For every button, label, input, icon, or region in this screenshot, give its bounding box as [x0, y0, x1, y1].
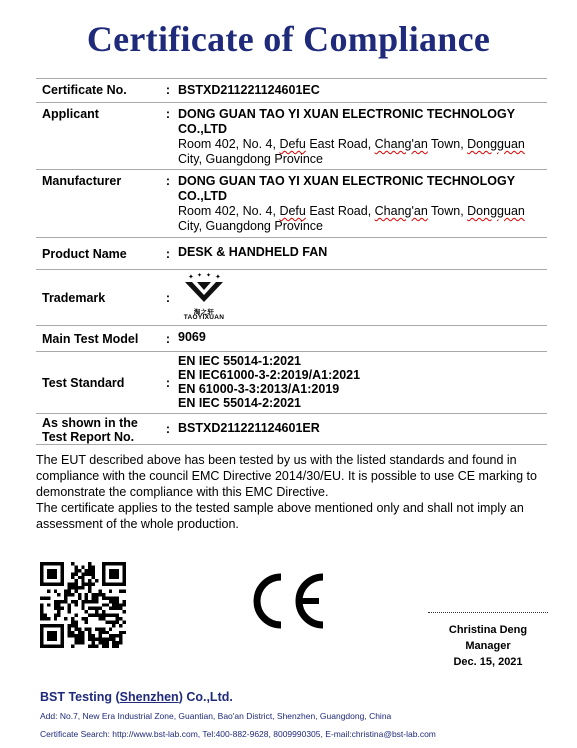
trademark-logo-icon [182, 272, 226, 306]
value-product-name: DESK & HANDHELD FAN [178, 245, 328, 259]
svg-text:✦: ✦ [197, 272, 203, 279]
qr-code-icon [40, 562, 126, 648]
svg-text:✦: ✦ [188, 273, 194, 281]
label-manufacturer: Manufacturer [36, 170, 162, 238]
statement-paragraph-1: The EUT described above has been tested by us with the listed standards and found in compliance with the council EMC Directive 2014/30/EU. It is possible to use CE marking to demonstrate the compliance with this EMC Directive. [36, 453, 537, 499]
statement-paragraph-2: The certificate applies to the tested sample above mentioned only and shall not imply an assessment of the whole production. [36, 501, 524, 531]
issuer-address: Add: No.7, New Era Industrial Zone, Guantian, Bao'an District, Shenzhen, Guangdong, China [40, 711, 392, 721]
label-product-name: Product Name [36, 238, 162, 270]
trademark-logo [178, 272, 230, 321]
manufacturer-address-line1: Room 402, No. 4, Defu East Road, Chang'an Town, Dongguan [178, 204, 525, 218]
manufacturer-name-line1: DONG GUAN TAO YI XUAN ELECTRONIC TECHNOLOGY [178, 174, 516, 188]
row-main-test-model [36, 326, 547, 352]
compliance-statement [36, 452, 544, 532]
separator: : [162, 170, 174, 238]
test-standard-item: EN IEC61000-3-2:2019/A1:2021 [178, 367, 361, 382]
signatory-title: Manager [465, 640, 511, 652]
separator: : [162, 326, 174, 352]
applicant-address-line1: Room 402, No. 4, Defu East Road, Chang'an Town, Dongguan [178, 137, 525, 151]
label-trademark: Trademark [36, 270, 162, 326]
certificate-details-table [36, 78, 547, 445]
row-certificate-no [36, 79, 547, 103]
separator: : [162, 352, 174, 414]
test-standard-item: EN IEC 55014-2:2021 [178, 395, 301, 410]
row-manufacturer [36, 170, 547, 238]
applicant-name-line1: DONG GUAN TAO YI XUAN ELECTRONIC TECHNOLOGY [178, 107, 516, 121]
label-test-report-no: As shown in the Test Report No. [36, 414, 162, 445]
separator: : [162, 414, 174, 445]
value-main-test-model: 9069 [178, 330, 206, 344]
certificate-title: Certificate of Compliance [86, 19, 491, 59]
manufacturer-name-line2: CO.,LTD [178, 189, 228, 203]
row-trademark [36, 270, 547, 326]
row-test-standard [36, 352, 547, 414]
separator: : [162, 238, 174, 270]
test-standard-item: EN 61000-3-3:2013/A1:2019 [178, 381, 340, 396]
trademark-logo-text: TAOYIXUAN [183, 314, 225, 321]
value-test-report-no: BSTXD211221124601ER [178, 420, 320, 435]
separator: : [162, 103, 174, 170]
separator: : [162, 79, 174, 103]
test-standard-item: EN IEC 55014-1:2021 [178, 353, 301, 368]
issue-date: Dec. 15, 2021 [453, 656, 523, 668]
ce-mark-icon [243, 571, 331, 631]
row-applicant [36, 103, 547, 170]
row-product-name [36, 238, 547, 270]
value-certificate-no: BSTXD211221124601EC [178, 83, 320, 97]
row-test-report-no [36, 414, 547, 445]
issuer-company-name: BST Testing (Shenzhen) Co.,Ltd. [40, 690, 233, 704]
svg-text:✦: ✦ [206, 272, 212, 279]
svg-text:✦: ✦ [215, 273, 221, 281]
signatory-name: Christina Deng [448, 624, 528, 636]
signature-block [418, 622, 558, 670]
applicant-address-line2: City, Guangdong Province [178, 152, 323, 166]
label-certificate-no: Certificate No. [36, 79, 162, 103]
label-main-test-model: Main Test Model [36, 326, 162, 352]
label-test-standard: Test Standard [36, 352, 162, 414]
separator: : [162, 270, 174, 326]
label-applicant: Applicant [36, 103, 162, 170]
issuer-contact: Certificate Search: http://www.bst-lab.com, Tel:400-882-9628, 8009990305, E-mail:christina@bst-lab.com [40, 729, 436, 739]
trademark-chinese-text: 淘之轩 [193, 309, 215, 316]
manufacturer-address-line2: City, Guangdong Province [178, 219, 323, 233]
applicant-name-line2: CO.,LTD [178, 122, 228, 136]
signature-line [428, 612, 548, 613]
